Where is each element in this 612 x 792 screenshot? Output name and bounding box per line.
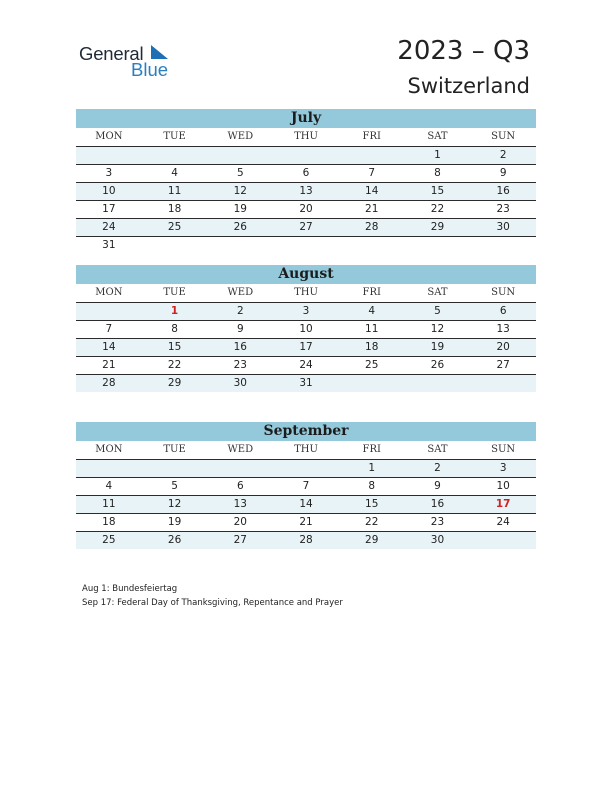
date-cell: 20 (299, 203, 313, 215)
date-cell: 19 (430, 341, 445, 353)
date-cell: 16 (496, 185, 510, 197)
week-row (76, 478, 536, 496)
date-cell: 30 (430, 534, 445, 546)
date-cell: 19 (233, 203, 247, 215)
date-cell: 27 (233, 534, 247, 546)
date-cell: 13 (233, 498, 247, 510)
date-cell: 29 (167, 377, 182, 389)
date-cell: 8 (368, 480, 376, 492)
date-cell: 31 (102, 239, 116, 251)
date-cell: 21 (365, 203, 379, 215)
date-cell: 28 (102, 377, 116, 389)
weekday-label: MON (95, 287, 123, 298)
date-cell: 6 (302, 167, 310, 179)
week-row (76, 183, 536, 201)
date-cell: 12 (233, 185, 247, 197)
week-row (76, 375, 536, 392)
holiday-note: Aug 1: Bundesfeiertag (82, 584, 178, 594)
date-cell: 24 (496, 516, 510, 528)
date-cell (339, 147, 405, 164)
date-cell (470, 237, 536, 254)
weekday-label: FRI (362, 444, 381, 455)
date-cell: 13 (496, 323, 510, 335)
date-cell (76, 460, 142, 477)
date-cell: 11 (102, 498, 116, 510)
date-cell: 30 (233, 377, 247, 389)
date-cell: 16 (430, 498, 445, 510)
weekday-label: SAT (427, 287, 448, 298)
week-row (76, 321, 536, 339)
weekday-label: SUN (491, 287, 516, 298)
weekday-header-row (76, 441, 536, 460)
date-cell: 10 (496, 480, 510, 492)
month-july (76, 109, 536, 254)
weekday-label: MON (95, 444, 123, 455)
weekday-label: WED (227, 444, 254, 455)
date-cell: 1 (368, 462, 376, 474)
date-cell: 26 (233, 221, 247, 233)
date-cell: 18 (167, 203, 182, 215)
week-row (76, 201, 536, 219)
logo-word-general: General (79, 43, 144, 64)
date-cell: 27 (299, 221, 313, 233)
date-cell (76, 147, 142, 164)
date-cell (207, 237, 273, 254)
date-cell (339, 237, 405, 254)
date-cell: 27 (496, 359, 510, 371)
logo-word-blue: Blue (131, 59, 169, 80)
date-cell: 18 (365, 341, 379, 353)
date-cell: 3 (499, 462, 507, 474)
date-cell: 6 (499, 305, 507, 317)
week-row (76, 303, 536, 321)
date-cell: 10 (102, 185, 116, 197)
date-cell: 20 (233, 516, 247, 528)
date-cell (207, 460, 273, 477)
date-cell (470, 532, 536, 549)
week-row (76, 532, 536, 549)
date-cell: 26 (430, 359, 445, 371)
month-august (76, 265, 536, 392)
weekday-label: TUE (163, 287, 186, 298)
date-cell: 3 (105, 167, 113, 179)
weekday-label: FRI (362, 287, 381, 298)
weekday-label: WED (227, 287, 254, 298)
weekday-label: MON (95, 131, 123, 142)
date-cell: 23 (430, 516, 445, 528)
month-title: August (76, 265, 536, 284)
date-cell: 29 (430, 221, 445, 233)
holiday-note: Sep 17: Federal Day of Thanksgiving, Repentance and Prayer (82, 598, 343, 608)
date-cell: 25 (167, 221, 182, 233)
date-cell: 23 (496, 203, 510, 215)
weekday-label: SAT (427, 131, 448, 142)
date-cell: 12 (430, 323, 445, 335)
generalblue-logo (79, 40, 179, 80)
date-cell: 23 (233, 359, 247, 371)
weekday-label: TUE (163, 444, 186, 455)
date-cell (76, 303, 142, 320)
date-cell: 6 (236, 480, 244, 492)
month-september (76, 422, 536, 549)
date-cell: 14 (102, 341, 116, 353)
date-cell (273, 147, 339, 164)
date-cell: 8 (434, 167, 441, 179)
date-cell: 4 (105, 480, 113, 492)
week-row (76, 219, 536, 237)
date-cell: 5 (434, 305, 441, 317)
date-cell: 17 (102, 203, 116, 215)
date-cell (142, 237, 208, 254)
month-title: July (76, 109, 536, 128)
holiday-date-cell: 1 (170, 305, 179, 317)
date-cell: 28 (365, 221, 379, 233)
date-cell: 15 (167, 341, 182, 353)
weekday-header-row (76, 128, 536, 147)
date-cell: 22 (167, 359, 182, 371)
holiday-notes (82, 582, 343, 610)
date-cell: 21 (102, 359, 116, 371)
date-cell: 12 (167, 498, 182, 510)
date-cell: 29 (365, 534, 379, 546)
date-cell: 24 (102, 221, 116, 233)
date-cell (405, 375, 471, 392)
date-cell: 24 (299, 359, 313, 371)
date-cell: 4 (368, 305, 376, 317)
week-row (76, 165, 536, 183)
date-cell: 19 (167, 516, 182, 528)
weekday-label: SAT (427, 444, 448, 455)
weekday-label: FRI (362, 131, 381, 142)
date-cell: 11 (167, 185, 182, 197)
country-subtitle: Switzerland (407, 74, 530, 98)
date-cell (405, 237, 471, 254)
date-cell: 16 (233, 341, 247, 353)
date-cell (142, 147, 208, 164)
date-cell: 15 (430, 185, 445, 197)
date-cell: 7 (105, 323, 113, 335)
date-cell (339, 375, 405, 392)
date-cell: 20 (496, 341, 510, 353)
week-row (76, 147, 536, 165)
date-cell: 30 (496, 221, 510, 233)
date-cell: 14 (299, 498, 313, 510)
date-cell: 17 (299, 341, 313, 353)
weekday-header-row (76, 284, 536, 303)
week-row (76, 460, 536, 478)
week-row (76, 496, 536, 514)
weekday-label: THU (294, 131, 318, 142)
date-cell: 4 (171, 167, 178, 179)
date-cell: 22 (430, 203, 445, 215)
week-row (76, 357, 536, 375)
date-cell: 14 (365, 185, 379, 197)
date-cell: 1 (434, 149, 441, 161)
weekday-label: SUN (491, 444, 516, 455)
date-cell: 13 (299, 185, 313, 197)
date-cell: 9 (499, 167, 507, 179)
date-cell: 25 (102, 534, 116, 546)
date-cell: 31 (299, 377, 313, 389)
date-cell (470, 375, 536, 392)
month-title: September (76, 422, 536, 441)
date-cell: 3 (302, 305, 310, 317)
weekday-label: WED (227, 131, 254, 142)
weekday-label: SUN (491, 131, 516, 142)
date-cell (142, 460, 208, 477)
date-cell: 11 (365, 323, 379, 335)
weekday-label: THU (294, 287, 318, 298)
date-cell: 18 (102, 516, 116, 528)
holiday-date-cell: 17 (495, 498, 511, 510)
date-cell: 5 (236, 167, 244, 179)
date-cell: 8 (171, 323, 178, 335)
week-row (76, 514, 536, 532)
weekday-label: TUE (163, 131, 186, 142)
date-cell: 26 (167, 534, 182, 546)
date-cell: 7 (368, 167, 376, 179)
week-row (76, 339, 536, 357)
date-cell (207, 147, 273, 164)
date-cell: 10 (299, 323, 313, 335)
week-row (76, 237, 536, 254)
date-cell: 2 (499, 149, 507, 161)
date-cell: 2 (236, 305, 244, 317)
date-cell (273, 237, 339, 254)
date-cell: 25 (365, 359, 379, 371)
date-cell: 15 (365, 498, 379, 510)
logo-triangle-icon (151, 45, 168, 59)
date-cell (273, 460, 339, 477)
date-cell: 7 (302, 480, 310, 492)
date-cell: 28 (299, 534, 313, 546)
date-cell: 2 (434, 462, 441, 474)
date-cell: 9 (236, 323, 244, 335)
date-cell: 9 (434, 480, 441, 492)
page-title: 2023 – Q3 (397, 36, 530, 66)
weekday-label: THU (294, 444, 318, 455)
date-cell: 5 (171, 480, 178, 492)
date-cell: 21 (299, 516, 313, 528)
date-cell: 22 (365, 516, 379, 528)
